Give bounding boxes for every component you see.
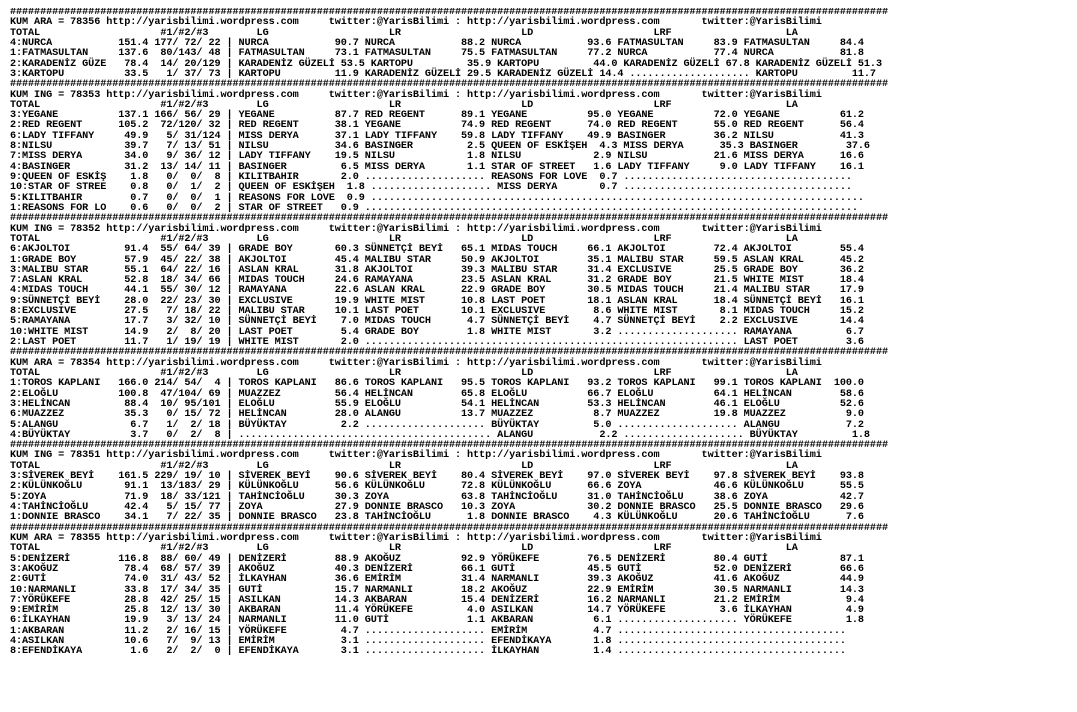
table-row: 2:GUTİ 74.0 31/ 43/ 52 | İLKAYHAN 36.6 EMİRİM 31.4 NARMANLI 39.3 AKOĞUZ 41.6 AKOĞUZ 44.9 bbox=[10, 574, 864, 586]
table-row: 2:KARADENİZ GÜZE 78.4 14/ 20/129 | KARADENİZ GÜZELİ 53.5 KARTOPU 35.9 KARTOPU 44.0 KARADENİZ GÜZELİ 67.8 KARADENİZ GÜZELİ 51.3 bbox=[10, 58, 882, 70]
table-row: 2:KÜLÜNKOĞLU 91.1 13/183/ 29 | KÜLÜNKOĞLU 56.6 KÜLÜNKOĞLU 72.8 KÜLÜNKOĞLU 66.6 ZOYA 46.6 KÜLÜNKOĞLU 55.5 bbox=[10, 481, 864, 493]
section-divider: ################################################################################################################################################## bbox=[10, 213, 888, 225]
table-row: 6:MUAZZEZ 35.3 0/ 15/ 72 | HELİNCAN 28.0 ALANGU 13.7 MUAZZEZ 8.7 MUAZZEZ 19.8 MUAZZEZ 9.0 bbox=[10, 409, 864, 421]
column-headers: TOTAL #1/#2/#3 LG LR LD LRF LA bbox=[10, 460, 798, 472]
table-row: 8:EXCLUSIVE 27.5 7/ 18/ 22 | MALIBU STAR 10.1 LAST POET 10.1 EXCLUSIVE 8.6 WHITE MIST 8.1 MIDAS TOUCH 15.2 bbox=[10, 306, 864, 318]
table-row: 1:AKBARAN 11.2 2/ 16/ 15 | YÖRÜKEFE 4.7 .................... EMİRİM 4.7 ...................................... bbox=[10, 625, 846, 637]
table-row: 5:DENİZERİ 116.8 88/ 60/ 49 | DENİZERİ 88.9 AKOĞUZ 92.9 YÖRÜKEFE 76.5 DENİZERİ 80.4 GUTİ 87.1 bbox=[10, 553, 864, 565]
table-row: 3:HELİNCAN 88.4 10/ 95/101 | ELOĞLU 55.9 ELOĞLU 54.1 HELİNCAN 53.3 HELİNCAN 46.1 ELOĞLU 52.6 bbox=[10, 398, 864, 410]
table-row: 6:AKJOLTOI 91.4 55/ 64/ 39 | GRADE BOY 60.3 SÜNNETÇİ BEYİ 65.1 MIDAS TOUCH 66.1 AKJOLTOI 72.4 AKJOLTOI 55.4 bbox=[10, 244, 864, 256]
table-row: 3:AKOĞUZ 78.4 68/ 57/ 39 | AKOĞUZ 40.3 DENİZERİ 66.1 GUTİ 45.5 GUTİ 52.0 DENİZERİ 66.6 bbox=[10, 563, 864, 575]
table-row: 4:BÜYÜKTAY 3.7 0/ 2/ 8 | .......................................... ALANGU 2.2 .................... BÜYÜKTAY 1.8 bbox=[10, 429, 870, 441]
table-row: 10:WHITE MIST 14.9 2/ 8/ 20 | LAST POET 5.4 GRADE BOY 1.8 WHITE MIST 3.2 .................... RAMAYANA 6.7 bbox=[10, 326, 864, 338]
column-headers: TOTAL #1/#2/#3 LG LR LD LRF LA bbox=[10, 27, 798, 39]
section-divider: ################################################################################################################################################## bbox=[10, 347, 888, 359]
table-row: 7:ASLAN KRAL 52.8 18/ 34/ 66 | MIDAS TOUCH 24.6 RAMAYANA 23.5 ASLAN KRAL 31.2 GRADE BOY 21.5 WHITE MIST 18.4 bbox=[10, 275, 864, 287]
table-row: 6:İLKAYHAN 19.9 3/ 13/ 24 | NARMANLI 11.0 GUTİ 1.1 AKBARAN 6.1 .................... YÖRÜKEFE 1.8 bbox=[10, 615, 864, 627]
race-header: KUM ARA = 78354 http://yarisbilimi.wordpress.com twitter:@YarisBilimi : http://yarisbilimi.wordpress.com twitter:@YarisBilimi bbox=[10, 357, 822, 369]
table-row: 9:QUEEN OF ESKİŞ 1.8 0/ 0/ 8 | KILITBAHIR 2.0 .................... REASONS FOR LOVE 0.7 ...................................... bbox=[10, 172, 852, 183]
table-row: 9:SÜNNETÇİ BEYİ 28.0 22/ 23/ 30 | EXCLUSIVE 19.9 WHITE MIST 10.8 LAST POET 18.1 ASLAN KRAL 18.4 SÜNNETÇİ BEYİ 16.1 bbox=[10, 295, 864, 307]
table-row: 8:EFENDİKAYA 1.6 2/ 2/ 0 | EFENDİKAYA 3.1 .................... İLKAYHAN 1.4 ...................................... bbox=[10, 646, 846, 658]
table-row: 5:ZOYA 71.9 18/ 33/121 | TAHİNCİOĞLU 30.3 ZOYA 63.8 TAHİNCİOĞLU 31.0 TAHİNCİOĞLU 38.6 ZOYA 42.7 bbox=[10, 491, 864, 503]
table-row: 7:YÖRÜKEFE 28.8 42/ 25/ 15 | ASILKAN 14.3 AKBARAN 15.4 DENİZERİ 16.2 NARMANLI 21.2 EMİRİM 9.4 bbox=[10, 594, 864, 606]
column-headers: TOTAL #1/#2/#3 LG LR LD LRF LA bbox=[10, 367, 798, 379]
table-row: 4:NURCA 151.4 177/ 72/ 22 | NURCA 90.7 NURCA 88.2 NURCA 93.6 FATMASULTAN 83.9 FATMASULTAN 84.4 bbox=[10, 37, 864, 49]
table-row: 2:ELOĞLU 100.8 47/104/ 69 | MUAZZEZ 56.4 HELİNCAN 65.8 ELOĞLU 66.7 ELOĞLU 64.1 HELİNCAN 58.6 bbox=[10, 388, 864, 400]
table-row: 3:MALIBU STAR 55.1 64/ 22/ 16 | ASLAN KRAL 31.8 AKJOLTOI 39.3 MALIBU STAR 31.4 EXCLUSIVE 25.5 GRADE BOY 36.2 bbox=[10, 264, 864, 276]
table-row: 1:FATMASULTAN 137.6 80/143/ 48 | FATMASULTAN 73.1 FATMASULTAN 75.5 FATMASULTAN 77.2 NURCA 77.4 NURCA 81.8 bbox=[10, 48, 864, 60]
table-row: 4:BASINGER 31.2 13/ 14/ 11 | BASINGER 6.5 MISS DERYA 1.1 STAR OF STREET 1.6 LADY TIFFANY 9.0 LADY TIFFANY 16.1 bbox=[10, 161, 864, 173]
table-row: 3:SİVEREK BEYİ 161.5 229/ 19/ 10 | SİVEREK BEYİ 90.6 SİVEREK BEYİ 80.4 SİVEREK BEYİ 97.0 SİVEREK BEYİ 97.8 SİVEREK BEYİ 93.8 bbox=[10, 471, 864, 483]
table-row: 2:RED REGENT 105.2 72/120/ 32 | RED REGENT 38.1 YEGANE 74.9 RED REGENT 74.0 RED REGENT 55.0 RED REGENT 56.4 bbox=[10, 120, 864, 132]
table-row: 4:MIDAS TOUCH 44.1 55/ 30/ 12 | RAMAYANA 22.6 ASLAN KRAL 22.9 GRADE BOY 30.5 MIDAS TOUCH 21.4 MALIBU STAR 17.9 bbox=[10, 285, 864, 297]
table-row: 5:KILITBAHIR 0.7 0/ 0/ 1 | REASONS FOR LOVE 0.9 .................................................................................. bbox=[10, 192, 864, 204]
table-row: 1:DONNIE BRASCO 34.1 7/ 22/ 35 | DONNIE BRASCO 23.8 TAHİNCİOĞLU 1.8 DONNIE BRASCO 4.3 KÜLÜNKOĞLU 20.6 TAHİNCİOĞLU 7.6 bbox=[10, 512, 864, 524]
section-divider: ################################################################################################################################################## bbox=[10, 8, 888, 18]
table-row: 3:KARTOPU 33.5 1/ 37/ 73 | KARTOPU 11.9 KARADENİZ GÜZELİ 29.5 KARADENİZ GÜZELİ 14.4 .................... KARTOPU 11.7 bbox=[10, 68, 876, 80]
table-row: 4:TAHİNCİOĞLU 42.4 5/ 15/ 77 | ZOYA 27.9 DONNIE BRASCO 10.3 ZOYA 30.2 DONNIE BRASCO 25.5 DONNIE BRASCO 29.6 bbox=[10, 502, 864, 513]
table-row: 8:NILSU 39.7 7/ 13/ 51 | NILSU 34.6 BASINGER 2.5 QUEEN OF ESKİŞEH 4.3 MISS DERYA 35.3 BASINGER 37.6 bbox=[10, 141, 870, 153]
table-row: 1:REASONS FOR LO 0.6 0/ 0/ 2 | STAR OF STREET 0.9 .................................................................................. bbox=[10, 202, 858, 214]
table-row: 10:NARMANLI 33.8 17/ 34/ 35 | GUTİ 15.7 NARMANLI 18.2 AKOĞUZ 22.9 EMİRİM 30.5 NARMANLI 14.3 bbox=[10, 584, 864, 596]
table-row: 1:GRADE BOY 57.9 45/ 22/ 38 | AKJOLTOI 45.4 MALIBU STAR 50.9 AKJOLTOI 35.1 MALIBU STAR 59.5 ASLAN KRAL 45.2 bbox=[10, 254, 864, 266]
section-divider: ################################################################################################################################################## bbox=[10, 79, 888, 91]
table-row: 10:STAR OF STREE 0.8 0/ 1/ 2 | QUEEN OF ESKİŞEH 1.8 .................... MISS DERYA 0.7 ...................................... bbox=[10, 182, 852, 194]
table-row: 9:EMİRİM 25.8 12/ 13/ 30 | AKBARAN 11.4 YÖRÜKEFE 4.0 ASILKAN 14.7 YÖRÜKEFE 3.6 İLKAYHAN 4.9 bbox=[10, 605, 864, 617]
race-header: KUM ING = 78353 http://yarisbilimi.wordpress.com twitter:@YarisBilimi : http://yarisbilimi.wordpress.com twitter:@YarisBilimi bbox=[10, 89, 822, 101]
race-header: KUM ING = 78351 http://yarisbilimi.wordpress.com twitter:@YarisBilimi : http://yarisbilimi.wordpress.com twitter:@YarisBilimi bbox=[10, 450, 822, 462]
race-header: KUM ING = 78352 http://yarisbilimi.wordpress.com twitter:@YarisBilimi : http://yarisbilimi.wordpress.com twitter:@YarisBilimi bbox=[10, 223, 822, 235]
race-header: KUM ARA = 78355 http://yarisbilimi.wordpress.com twitter:@YarisBilimi : http://yarisbilimi.wordpress.com twitter:@YarisBilimi bbox=[10, 532, 822, 544]
section-divider: ################################################################################################################################################## bbox=[10, 440, 888, 452]
race-header: KUM ARA = 78356 http://yarisbilimi.wordpress.com twitter:@YarisBilimi : http://yarisbilimi.wordpress.com twitter:@YarisBilimi bbox=[10, 17, 822, 29]
table-row: 2:LAST POET 11.7 1/ 19/ 19 | WHITE MIST 2.0 .............................................................. LAST POET 3.6 bbox=[10, 337, 864, 348]
table-row: 1:TOROS KAPLANI 166.0 214/ 54/ 4 | TOROS KAPLANI 86.6 TOROS KAPLANI 95.5 TOROS KAPLANI 93.2 TOROS KAPLANI 99.1 TOROS KAPLANI 100.0 bbox=[10, 378, 864, 390]
table-row: 6:LADY TIFFANY 49.9 5/ 31/124 | MISS DERYA 37.1 LADY TIFFANY 59.8 LADY TIFFANY 49.9 BASINGER 36.2 NILSU 41.3 bbox=[10, 130, 864, 142]
race-stats-sheet bbox=[10, 8, 1070, 708]
column-headers: TOTAL #1/#2/#3 LG LR LD LRF LA bbox=[10, 99, 798, 111]
column-headers: TOTAL #1/#2/#3 LG LR LD LRF LA bbox=[10, 233, 798, 245]
table-row: 3:YEGANE 137.1 166/ 56/ 29 | YEGANE 87.7 RED REGENT 89.1 YEGANE 95.0 YEGANE 72.0 YEGANE 61.2 bbox=[10, 110, 864, 122]
section-divider: ################################################################################################################################################## bbox=[10, 522, 888, 534]
table-row: 5:RAMAYANA 17.7 3/ 32/ 10 | SÜNNETÇİ BEYİ 7.0 MIDAS TOUCH 4.7 SÜNNETÇİ BEYİ 4.7 SÜNNETÇİ BEYİ 2.2 EXCLUSIVE 14.4 bbox=[10, 316, 864, 328]
column-headers: TOTAL #1/#2/#3 LG LR LD LRF LA bbox=[10, 543, 798, 555]
table-row: 7:MISS DERYA 34.0 9/ 36/ 12 | LADY TIFFANY 19.5 NILSU 1.8 NILSU 2.9 NILSU 21.6 MISS DERYA 16.6 bbox=[10, 151, 864, 163]
table-row: 4:ASILKAN 10.6 7/ 9/ 13 | EMİRİM 3.1 .................... EFENDİKAYA 1.8 ...................................... bbox=[10, 636, 846, 648]
table-row: 5:ALANGU 6.7 1/ 2/ 18 | BÜYÜKTAY 2.2 .................... BÜYÜKTAY 5.0 .................... ALANGU 7.2 bbox=[10, 419, 864, 431]
